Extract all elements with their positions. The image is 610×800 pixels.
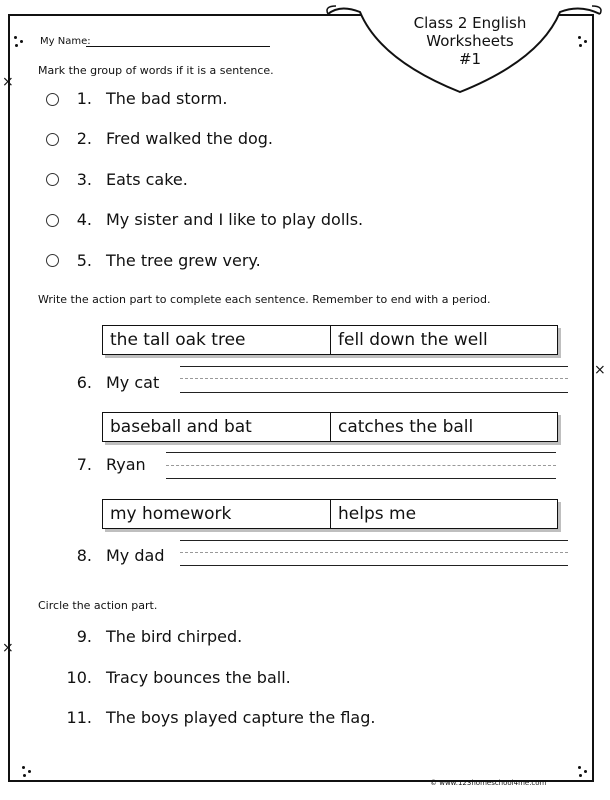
- word-bank-right: helps me: [330, 500, 557, 528]
- item-text: The boys played capture the flag.: [106, 708, 376, 727]
- item-number: 4.: [76, 210, 92, 229]
- word-bank-right: fell down the well: [330, 326, 557, 354]
- corner-dots-top-right: [578, 36, 590, 48]
- section2-instruction: Write the action part to complete each sentence. Remember to end with a period.: [38, 293, 491, 306]
- item-number: 8.: [76, 546, 92, 565]
- corner-dots-top-left: [14, 36, 26, 48]
- item-number: 11.: [66, 708, 92, 727]
- title-line-1: Class 2 English: [413, 14, 527, 32]
- item-text: Eats cake.: [106, 170, 188, 189]
- answer-circle[interactable]: [46, 133, 59, 146]
- corner-dots-bottom-left: [22, 766, 34, 778]
- write-line[interactable]: [180, 392, 568, 393]
- sentence-subject: Ryan: [106, 455, 146, 474]
- item-text: The bad storm.: [106, 89, 228, 108]
- title-line-2: Worksheets: [426, 32, 514, 50]
- word-bank-box: [102, 412, 558, 442]
- corner-dots-bottom-right: [578, 766, 590, 778]
- item-text: The bird chirped.: [106, 627, 243, 646]
- word-bank-box: [102, 325, 558, 355]
- section1-instruction: Mark the group of words if it is a sentence.: [38, 64, 274, 77]
- sentence-subject: My cat: [106, 373, 160, 392]
- item-number: 9.: [76, 627, 92, 646]
- word-bank-left: the tall oak tree: [110, 330, 246, 350]
- item-number: 10.: [66, 668, 92, 687]
- answer-circle[interactable]: [46, 254, 59, 267]
- item-number: 3.: [76, 170, 92, 189]
- item-text: Fred walked the dog.: [106, 129, 273, 148]
- item-text: My sister and I like to play dolls.: [106, 210, 364, 229]
- title-line-3: #1: [458, 50, 482, 68]
- decorative-tick: ⨯: [2, 640, 14, 656]
- item-text: Tracy bounces the ball.: [106, 668, 291, 687]
- write-line[interactable]: [180, 540, 568, 541]
- decorative-tick: ⨯: [2, 74, 14, 90]
- answer-circle[interactable]: [46, 93, 59, 106]
- write-guide-line: [180, 378, 568, 379]
- write-line[interactable]: [166, 452, 556, 453]
- write-line[interactable]: [180, 366, 568, 367]
- worksheet-border: [8, 14, 594, 782]
- sentence-subject: My dad: [106, 546, 165, 565]
- write-line[interactable]: [166, 478, 556, 479]
- name-write-line[interactable]: [86, 46, 270, 47]
- word-bank-box: [102, 499, 558, 529]
- item-number: 6.: [76, 373, 92, 392]
- decorative-tick: ⨯: [594, 362, 606, 378]
- write-line[interactable]: [180, 565, 568, 566]
- item-number: 7.: [76, 455, 92, 474]
- word-bank-left: baseball and bat: [110, 417, 252, 437]
- item-number: 5.: [76, 251, 92, 270]
- item-number: 2.: [76, 129, 92, 148]
- answer-circle[interactable]: [46, 214, 59, 227]
- write-guide-line: [180, 552, 568, 553]
- worksheet-title: [370, 14, 570, 68]
- item-text: The tree grew very.: [106, 251, 261, 270]
- word-bank-right: catches the ball: [330, 413, 557, 441]
- name-label: My Name:: [40, 36, 91, 47]
- item-number: 1.: [76, 89, 92, 108]
- word-bank-left: my homework: [110, 504, 232, 524]
- section3-instruction: Circle the action part.: [38, 599, 158, 612]
- write-guide-line: [166, 465, 556, 466]
- footer-credit: © www.123homeschool4me.com: [430, 779, 547, 787]
- answer-circle[interactable]: [46, 173, 59, 186]
